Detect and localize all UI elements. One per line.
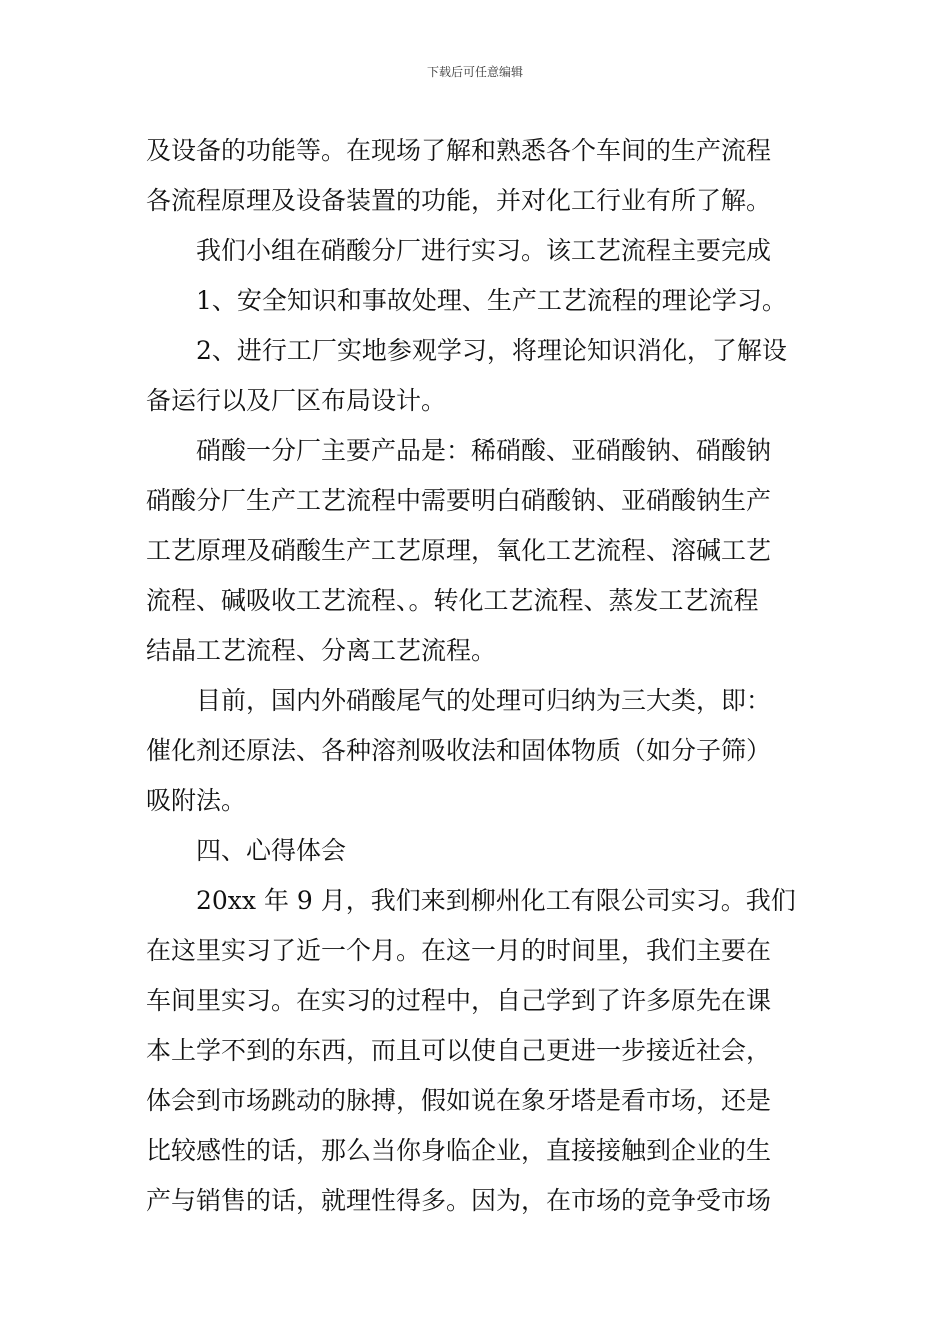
text-line: 目前，国内外硝酸尾气的处理可归纳为三大类，即： <box>196 686 772 715</box>
text-line: 我们小组在硝酸分厂进行实习。该工艺流程主要完成 <box>196 236 772 265</box>
text-line: 2、进行工厂实地参观学习，将理论知识消化，了解设 <box>196 336 787 365</box>
text-line: 及设备的功能等。在现场了解和熟悉各个车间的生产流程 <box>146 136 772 165</box>
text-line: 催化剂还原法、各种溶剂吸收法和固体物质（如分子筛） <box>146 736 772 765</box>
text-line: 流程、碱吸收工艺流程、。转化工艺流程、蒸发工艺流程 <box>146 586 759 615</box>
text-line: 吸附法。 <box>146 786 247 815</box>
text-line: 体会到市场跳动的脉搏，假如说在象牙塔是看市场，还是 <box>146 1086 772 1115</box>
text-line: 各流程原理及设备装置的功能，并对化工行业有所了解。 <box>146 186 772 215</box>
text-line: 产与销售的话，就理性得多。因为，在市场的竞争受市场 <box>146 1186 772 1215</box>
text-line: 在这里实习了近一个月。在这一月的时间里，我们主要在 <box>146 936 772 965</box>
section-heading: 四、心得体会 <box>196 836 347 865</box>
text-line: 工艺原理及硝酸生产工艺原理，氧化工艺流程、溶碱工艺 <box>146 536 772 565</box>
page-header: 下载后可任意编辑 <box>426 65 523 79</box>
text-line: 1、安全知识和事故处理、生产工艺流程的理论学习。 <box>196 286 787 315</box>
text-line: 结晶工艺流程、分离工艺流程。 <box>146 636 497 665</box>
text-line: 备运行以及厂区布局设计。 <box>146 386 447 415</box>
text-line: 比较感性的话，那么当你身临企业，直接接触到企业的生 <box>146 1136 772 1165</box>
text-line: 本上学不到的东西，而且可以使自己更进一步接近社会， <box>146 1036 772 1065</box>
text-line: 硝酸分厂生产工艺流程中需要明白硝酸钠、亚硝酸钠生产 <box>146 486 772 515</box>
text-line: 硝酸一分厂主要产品是：稀硝酸、亚硝酸钠、硝酸钠 <box>196 436 772 465</box>
text-line: 车间里实习。在实习的过程中，自己学到了许多原先在课 <box>146 986 772 1015</box>
text-line: 20xx 年 9 月，我们来到柳州化工有限公司实习。我们 <box>196 886 796 915</box>
document-body <box>146 126 808 1226</box>
